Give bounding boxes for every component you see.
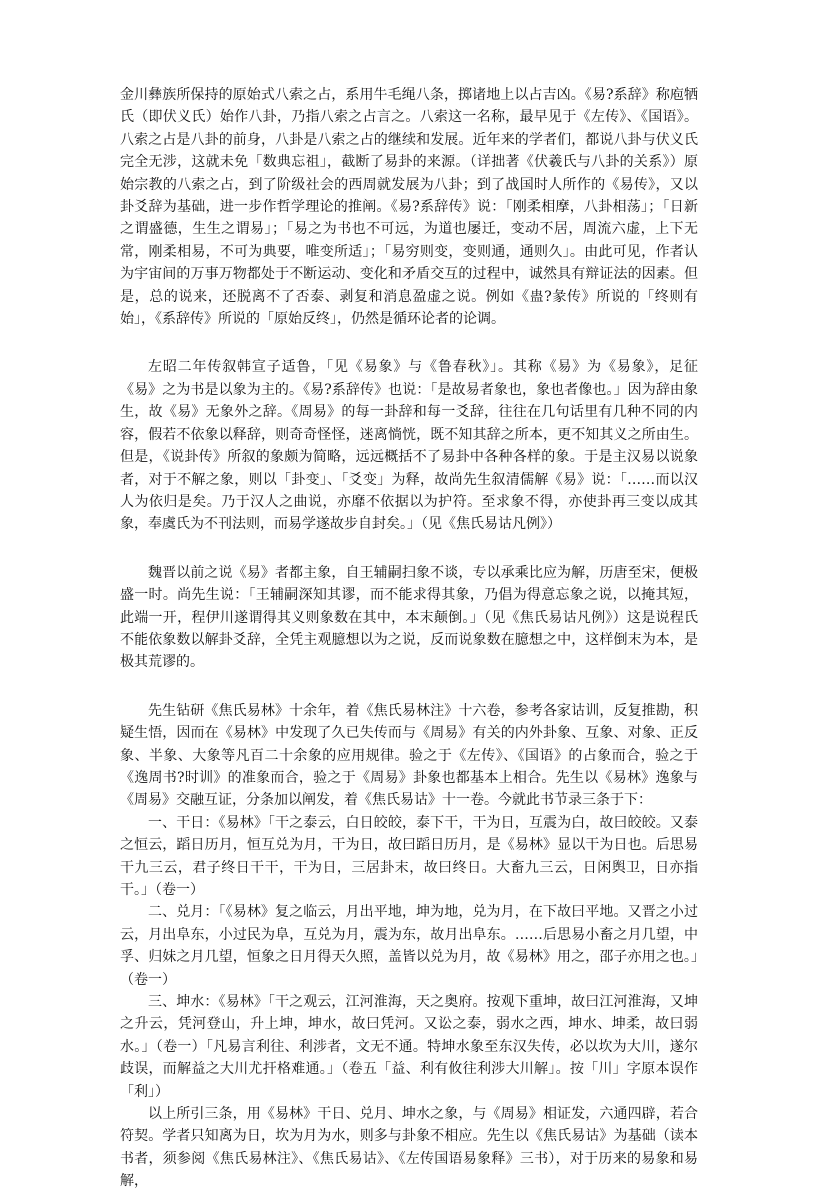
paragraph-yixiang: 左昭二年传叙韩宣子适鲁，「见《易象》与《鲁春秋》」。其称《易》为《易象》，足征《易》之为书是以象为主的。《易?系辞传》也说：「是故易者象也，象也者像也。」因为辞由象生，故《易》无象外之辞。《周易》的每一卦辞和每一爻辞，往往在几句话里有几种不同的内容，假若不依象以释辞，则奇奇怪怪，迷离惝恍，既不知其辞之所本，更不知其义之所由生。但是，《说卦传》所叙的象颇为简略，远远概括不了易卦中各种各样的象。于是主汉易以说象者，对于不解之象，则以「卦变」、「爻变」为释，故尚先生叙清儒解《易》说：「……而以汉人为依归是矣。乃于汉人之曲说，亦靡不依据以为护符。至求象不得，亦使卦再三变以成其象，奉虞氏为不刊法则，而易学遂故步自封矣。」（见《焦氏易诂凡例》） [120, 359, 698, 533]
document-page [120, 84, 698, 1193]
paragraph-jiaoshi-yilin: 先生钻研《焦氏易林》十余年，着《焦氏易林注》十六卷，参考各家诂训，反复推勘，积疑生悟，因而在《易林》中发现了久已失传而与《周易》有关的内外卦象、互象、对象、正反象、半象、大象等凡百二十余象的应用规律。验之于《左传》、《国语》的占象而合，验之于《逸周书?时训》的准象而合，验之于《周易》卦象也都基本上相合。先生以《易林》逸象与《周易》交融互证，分条加以阐发，着《焦氏易诂》十一卷。今就此书节录三条于下： [120, 702, 698, 809]
paragraph-item-qian-ri: 一、干日：《易林》「干之泰云，白日皎皎，泰下干，干为日，互震为白，故曰皎皎。又泰之恒云，蹈日历月，恒互兑为月，干为日，故曰蹈日历月，是《易林》显以干为日也。后思易干九三云，君子终日干干，干为日，三居卦末，故曰终日。大畜九三云，日闲舆卫，日亦指干。」（卷一） [120, 814, 698, 898]
paragraph-summary: 以上所引三条，用《易林》干日、兑月、坤水之象，与《周易》相证发，六通四辟，若合符契。学者只知离为日，坎为月为水，则多与卦象不相应。先生以《焦氏易诂》为基础（读本书者，须参阅《焦氏易林注》、《焦氏易诂》、《左传国语易象释》三书），对于历来的易象和易解， [120, 1106, 698, 1190]
paragraph-bazuo-origin: 金川彝族所保持的原始式八索之占，系用牛毛绳八条，掷诸地上以占吉凶。《易?系辞》称庖牺氏（即伏义氏）始作八卦，乃指八索之占言之。八索这一名称，最早见于《左传》、《国语》。八索之占是八卦的前身，八卦是八索之占的继续和发展。近年来的学者们，都说八卦与伏义氏完全无涉，这就未免「数典忘祖」，截断了易卦的来源。（详拙著《伏羲氏与八卦的关系》）原始宗教的八索之占，到了阶级社会的西周就发展为八卦；到了战国时人所作的《易传》，又以卦爻辞为基础，进一步作哲学理论的推阐。《易?系辞传》说：「刚柔相摩，八卦相荡」；「日新之谓盛德，生生之谓易」；「易之为书也不可远，为道也屡迁，变动不居，周流六虚，上下无常，刚柔相易，不可为典要，唯变所适」；「易穷则变，变则通，通则久」。由此可见，作者认为宇宙间的万事万物都处于不断运动、变化和矛盾交互的过程中，诚然具有辩证法的因素。但是，总的说来，还脱离不了否泰、剥复和消息盈虚之说。例如《蛊?彖传》所说的「终则有始」，《系辞传》所说的「原始反终」，仍然是循环论者的论调。 [120, 87, 698, 328]
paragraph-item-dui-yue: 二、兑月：「《易林》复之临云，月出平地，坤为地，兑为月，在下故曰平地。又晋之小过云，月出阜东，小过民为阜，互兑为月，震为东，故月出阜东。……后思易小畜之月几望，中孚、归妹之月几望，恒象之日月得天久照，盖皆以兑为月，故《易林》用之，邵子亦用之也。」（卷一） [120, 904, 698, 988]
paragraph-wang-fusi: 魏晋以前之说《易》者都主象，自王辅嗣扫象不谈，专以承乘比应为解，历唐至宋，便极盛一时。尚先生说：「王辅嗣深知其谬，而不能求得其象，乃倡为得意忘象之说，以掩其短，此端一开，程伊川遂谓得其义则象数在其中，本末颠倒。」（见《焦氏易诂凡例》）这是说程氏不能依象数以解卦爻辞，全凭主观臆想以为之说，反而说象数在臆想之中，这样倒末为本，是极其荒谬的。 [120, 564, 698, 671]
paragraph-item-kun-shui: 三、坤水：《易林》「干之观云，江河淮海，天之奥府。按观下重坤，故曰江河淮海，又坤之升云，凭河登山，升上坤，坤水，故曰凭河。又讼之泰，弱水之西，坤水、坤柔，故曰弱水。」（卷一）「凡易言利往、利涉者，文无不通。特坤水象至东汉失传，必以坎为大川，遂尔歧误，而解益之大川尤扞格难通。」（卷五「益、利有攸往利涉大川解」。按「川」字原本误作「利」） [120, 994, 698, 1100]
